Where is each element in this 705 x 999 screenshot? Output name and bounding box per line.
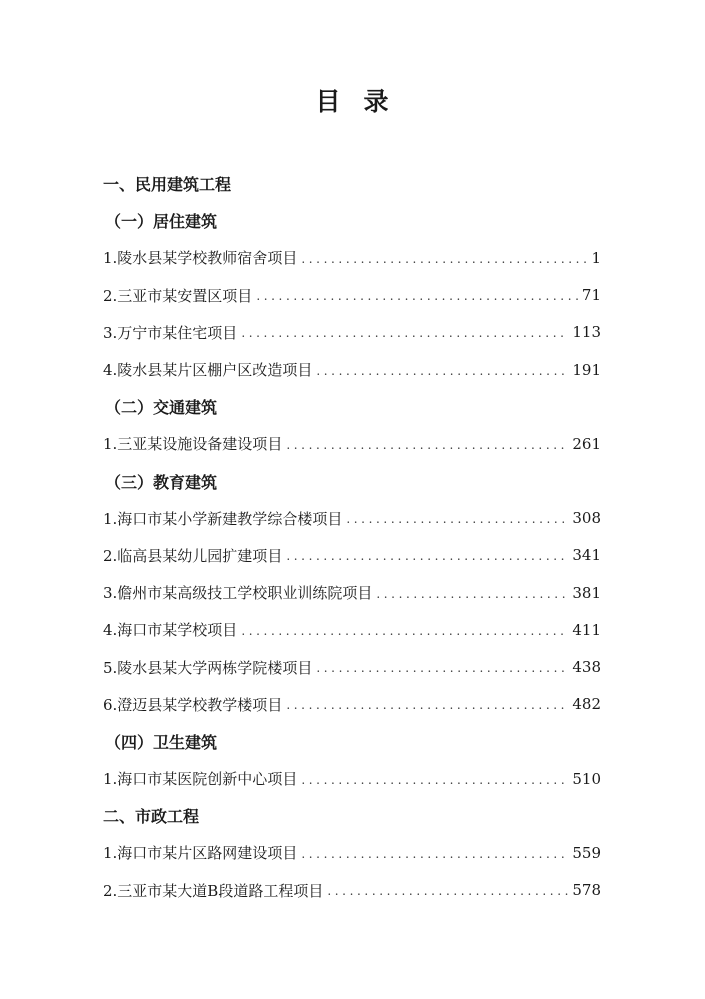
dot-leader bbox=[256, 289, 578, 303]
toc-page-number: 71 bbox=[581, 286, 601, 305]
toc-page-number: 1 bbox=[591, 248, 601, 267]
toc-entry[interactable] bbox=[103, 760, 601, 797]
table-of-contents bbox=[103, 165, 601, 909]
title-char-2: 录 bbox=[363, 87, 390, 116]
subsection-heading: （一）居住建筑 bbox=[105, 212, 218, 232]
subsection-heading: （二）交通建筑 bbox=[105, 398, 218, 418]
dot-leader bbox=[301, 773, 568, 787]
title-char-1: 目 bbox=[315, 87, 342, 116]
toc-page-number: 510 bbox=[572, 769, 601, 788]
dot-leader bbox=[316, 661, 568, 675]
dot-leader bbox=[241, 624, 568, 638]
toc-entry[interactable] bbox=[103, 351, 601, 388]
toc-page-number: 191 bbox=[572, 360, 601, 379]
toc-entry-label: 1.海口市某医院创新中心项目 bbox=[103, 770, 298, 789]
toc-page-number: 308 bbox=[572, 509, 601, 528]
toc-entry-label: 3.万宁市某住宅项目 bbox=[103, 323, 238, 342]
toc-entry[interactable] bbox=[103, 314, 601, 351]
dot-leader bbox=[346, 512, 568, 526]
toc-page-number: 381 bbox=[572, 583, 601, 602]
toc-entry[interactable] bbox=[103, 574, 601, 611]
subsection-heading: （四）卫生建筑 bbox=[105, 732, 218, 752]
toc-entry[interactable] bbox=[103, 648, 601, 685]
dot-leader bbox=[301, 252, 587, 266]
toc-entry[interactable] bbox=[103, 872, 601, 909]
dot-leader bbox=[301, 847, 568, 861]
toc-entry[interactable] bbox=[103, 611, 601, 648]
toc-entry[interactable] bbox=[103, 834, 601, 871]
dot-leader bbox=[241, 326, 568, 340]
page-title bbox=[0, 82, 705, 118]
toc-entry-label: 2.临高县某幼儿园扩建项目 bbox=[103, 546, 283, 565]
dot-leader bbox=[316, 364, 568, 378]
toc-entry[interactable] bbox=[103, 500, 601, 537]
toc-page-number: 482 bbox=[572, 695, 601, 714]
toc-entry[interactable] bbox=[103, 686, 601, 723]
toc-page-number: 113 bbox=[572, 323, 601, 342]
toc-page-number: 261 bbox=[572, 434, 601, 453]
toc-page-number: 438 bbox=[572, 658, 601, 677]
toc-entry[interactable] bbox=[103, 239, 601, 276]
dot-leader bbox=[286, 698, 568, 712]
dot-leader bbox=[286, 438, 568, 452]
subsection-heading: （三）教育建筑 bbox=[105, 472, 218, 492]
toc-entry-label: 4.陵水县某片区棚户区改造项目 bbox=[103, 361, 313, 380]
toc-page-number: 411 bbox=[572, 620, 601, 639]
section-heading: 二、市政工程 bbox=[103, 807, 200, 827]
toc-entry-label: 1.海口市某小学新建教学综合楼项目 bbox=[103, 509, 343, 528]
toc-entry-label: 1.陵水县某学校教师宿舍项目 bbox=[103, 249, 298, 268]
toc-entry[interactable] bbox=[103, 425, 601, 462]
toc-entry-label: 1.三亚某设施设备建设项目 bbox=[103, 435, 283, 454]
toc-page-number: 341 bbox=[572, 546, 601, 565]
toc-entry-label: 4.海口市某学校项目 bbox=[103, 621, 238, 640]
toc-entry-label: 5.陵水县某大学两栋学院楼项目 bbox=[103, 658, 313, 677]
toc-entry-label: 2.三亚市某安置区项目 bbox=[103, 286, 253, 305]
toc-page-number: 559 bbox=[572, 843, 601, 862]
toc-entry[interactable] bbox=[103, 537, 601, 574]
toc-entry-label: 6.澄迈县某学校教学楼项目 bbox=[103, 695, 283, 714]
toc-entry-label: 2.三亚市某大道B段道路工程项目 bbox=[103, 881, 324, 900]
toc-entry-label: 1.海口市某片区路网建设项目 bbox=[103, 844, 298, 863]
toc-entry[interactable] bbox=[103, 277, 601, 314]
dot-leader bbox=[376, 587, 568, 601]
toc-page-number: 578 bbox=[572, 881, 601, 900]
dot-leader bbox=[286, 549, 568, 563]
dot-leader bbox=[327, 884, 568, 898]
section-heading: 一、民用建筑工程 bbox=[103, 175, 232, 195]
toc-entry-label: 3.儋州市某高级技工学校职业训练院项目 bbox=[103, 584, 373, 603]
